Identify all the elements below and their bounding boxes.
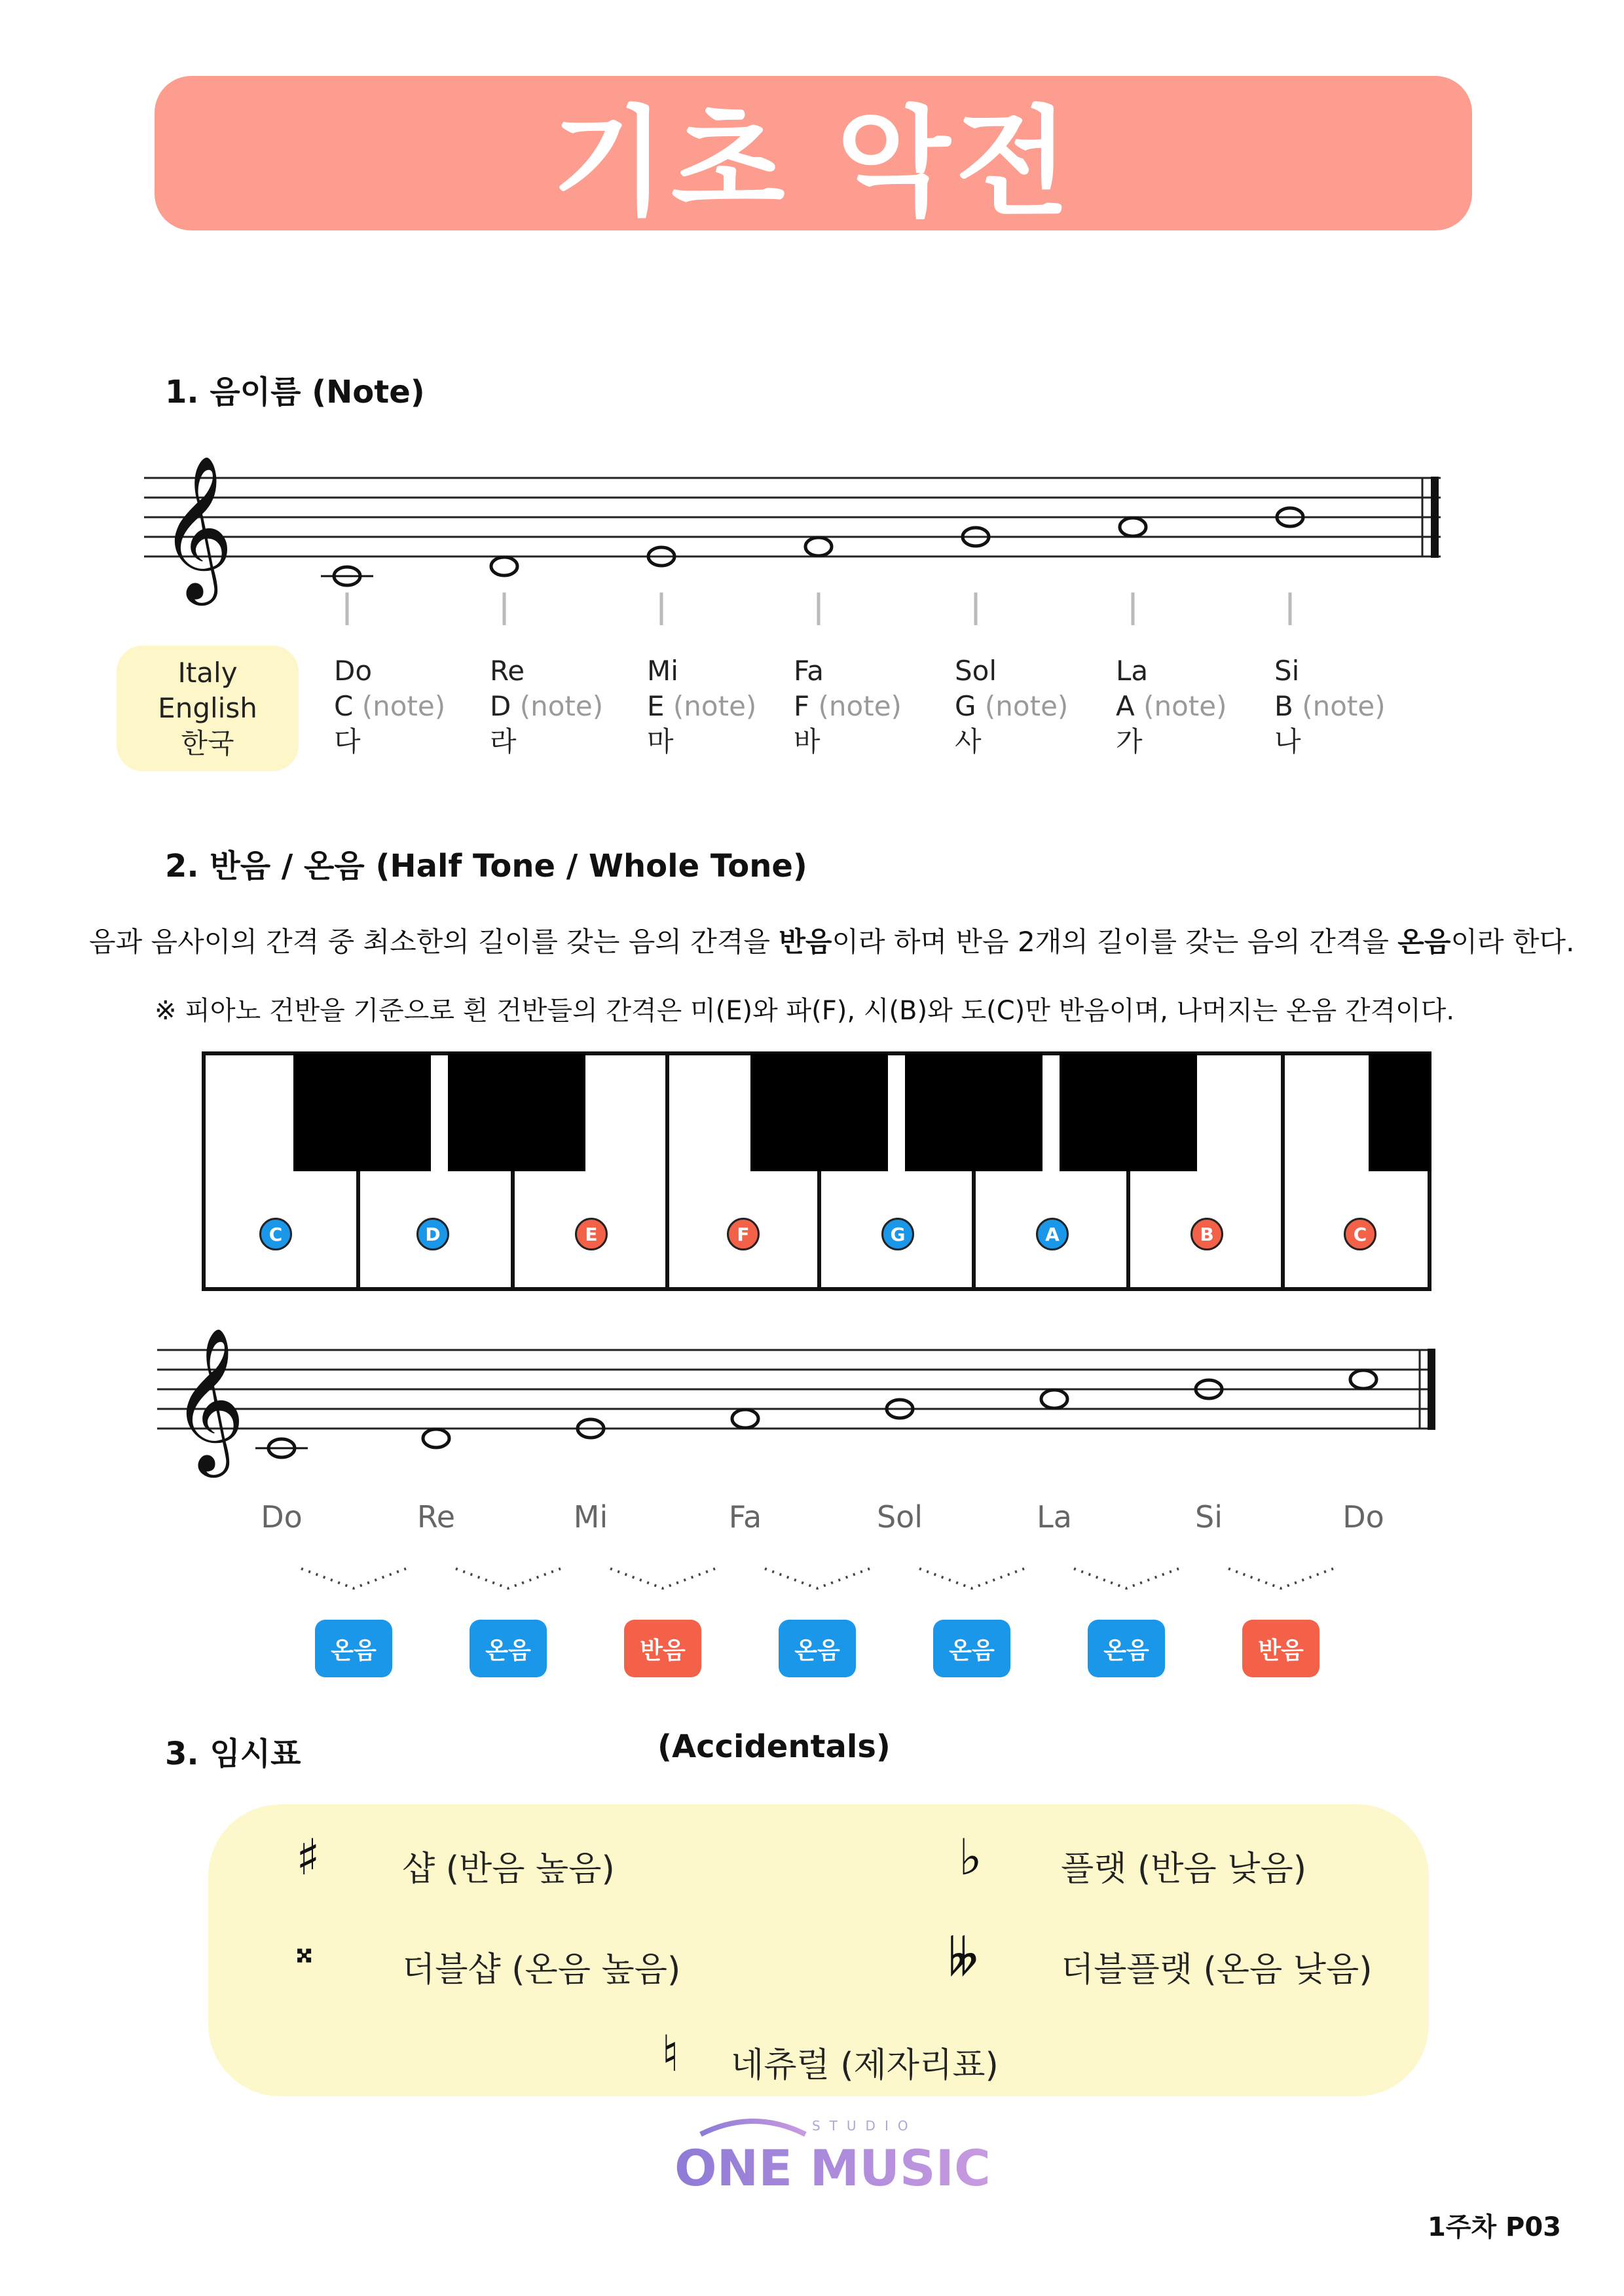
note-d — [491, 557, 517, 575]
sharp-label: 샵 (반음 높음) — [402, 1850, 615, 1889]
svg-text:STUDIO: STUDIO — [812, 2118, 917, 2134]
sharp-icon: ♯ — [296, 1828, 320, 1886]
section3-heading-en: (Accidentals) — [657, 1728, 891, 1765]
black-key-ds — [448, 1053, 585, 1171]
black-key-cs2 — [1369, 1053, 1431, 1171]
label-korean: 한국 — [181, 727, 234, 759]
section3-heading: 3. 임시표 — [165, 1736, 301, 1772]
note-name-re: Re D (note) 라 — [490, 655, 604, 757]
treble-clef-icon: 𝄞 — [160, 454, 234, 599]
black-key-gs — [905, 1053, 1043, 1171]
double-sharp-icon: 𝄪 — [296, 1929, 313, 1971]
black-key-cs — [293, 1053, 431, 1171]
interval-badge-2: 온음 — [470, 1620, 547, 1677]
staff-notes-1 — [131, 454, 1454, 629]
staff-notes-2 — [151, 1326, 1460, 1471]
interval-badge-7: 반음 — [1242, 1620, 1320, 1677]
solfege-do: Do — [261, 1499, 303, 1535]
note-name-si: Si B (note) 나 — [1274, 655, 1386, 757]
section1-heading: 1. 음이름 (Note) — [165, 374, 425, 410]
key-dot-g: G — [881, 1218, 914, 1250]
natural-icon: ♮ — [661, 2024, 680, 2083]
page-title: 기초 악전 — [551, 95, 1075, 232]
solfege-re: Re — [416, 1499, 456, 1535]
note-name-la: La A (note) 가 — [1116, 655, 1227, 757]
solfege-si: Si — [1195, 1499, 1223, 1535]
solfege-fa: Fa — [728, 1499, 762, 1535]
flat-icon: ♭ — [959, 1828, 982, 1886]
note-name-fa: Fa F (note) 바 — [794, 655, 902, 757]
black-key-fs — [750, 1053, 888, 1171]
label-english: English — [158, 692, 257, 724]
treble-clef-icon: 𝄞 — [172, 1326, 246, 1471]
note-a — [1120, 518, 1146, 536]
key-dot-b: B — [1190, 1218, 1223, 1250]
black-key-as — [1060, 1053, 1197, 1171]
key-dot-c2: C — [1344, 1218, 1376, 1250]
svg-text:ONE MUSIC: ONE MUSIC — [674, 2139, 991, 2197]
row-labels-box — [117, 646, 299, 771]
solfege-do-2: Do — [1342, 1499, 1384, 1535]
interval-badge-1: 온음 — [315, 1620, 392, 1677]
interval-badge-5: 온음 — [933, 1620, 1010, 1677]
key-dot-a: A — [1036, 1218, 1069, 1250]
key-dot-d: D — [416, 1218, 449, 1250]
key-dot-c: C — [259, 1218, 292, 1250]
key-dot-f: F — [727, 1218, 760, 1250]
key-dot-e: E — [575, 1218, 608, 1250]
title-banner — [155, 76, 1472, 230]
piano-note-text: ※ 피아노 건반을 기준으로 흰 건반들의 간격은 미(E)와 파(F), 시(B)와 도(C)만 반음이며, 나머지는 온음 간격이다. — [155, 996, 1455, 1026]
definition-text: 음과 음사이의 간격 중 최소한의 길이를 갖는 음의 간격을 반음이라 하며 반음 2개의 길이를 갖는 음의 간격을 온음이라 한다. — [89, 926, 1575, 958]
double-sharp-label: 더블샵 (온음 높음) — [402, 1950, 681, 1990]
solfege-sol: Sol — [876, 1499, 923, 1535]
flat-label: 플랫 (반음 낮음) — [1061, 1850, 1307, 1889]
note-f — [805, 538, 832, 556]
page-number: 1주차 P03 — [1427, 2212, 1561, 2242]
double-flat-icon: 𝄫 — [948, 1929, 978, 1987]
section2-heading: 2. 반음 / 온음 (Half Tone / Whole Tone) — [165, 848, 807, 884]
interval-badge-6: 온음 — [1088, 1620, 1165, 1677]
piano-keyboard — [202, 1051, 1433, 1291]
solfege-la: La — [1037, 1499, 1072, 1535]
interval-badge-3: 반음 — [624, 1620, 701, 1677]
natural-label: 네츄럴 (제자리표) — [731, 2046, 999, 2085]
note-name-sol: Sol G (note) 사 — [955, 655, 1069, 757]
interval-connectors — [288, 1558, 1362, 1597]
note-name-mi: Mi E (note) 마 — [647, 655, 757, 757]
double-flat-label: 더블플랫 (온음 낮음) — [1061, 1950, 1373, 1990]
label-italy: Italy — [177, 657, 238, 689]
interval-badge-4: 온음 — [779, 1620, 856, 1677]
studio-one-music-logo — [674, 2108, 991, 2197]
note-name-do: Do C (note) 다 — [334, 655, 446, 757]
solfege-mi: Mi — [573, 1499, 608, 1535]
